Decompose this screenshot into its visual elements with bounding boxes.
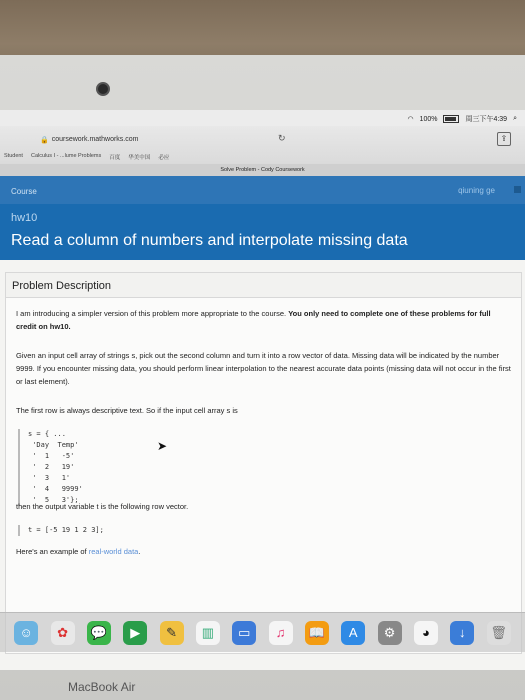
real-world-text: Here's an example of — [16, 547, 89, 556]
device-label: MacBook Air — [68, 680, 136, 694]
keynote-icon[interactable]: ▭ — [232, 621, 256, 645]
wifi-icon[interactable]: ◠ — [407, 116, 414, 123]
photos-icon[interactable]: ✿ — [51, 621, 75, 645]
search-icon[interactable]: ⌕ — [513, 115, 517, 122]
notes-icon[interactable]: ✎ — [160, 621, 184, 645]
real-world-end: . — [138, 547, 141, 556]
bookmark-item[interactable]: 华美中国 — [128, 155, 151, 161]
problem-intro-text: I am introducing a simpler version of this problem more appropriate to the course. — [16, 309, 289, 318]
bookmark-item[interactable]: Student — [4, 153, 23, 159]
qq-icon[interactable]: ◕ — [414, 621, 438, 645]
problem-heading: Problem Description — [6, 273, 521, 298]
downloads-icon[interactable]: ↓ — [450, 621, 474, 645]
finder-icon[interactable]: ☺ — [14, 621, 38, 645]
ibooks-icon[interactable]: 📖 — [305, 621, 329, 645]
user-menu[interactable]: qiuning ge — [458, 186, 495, 195]
assignment-banner — [0, 204, 525, 260]
lock-icon: 🔒 — [40, 136, 49, 144]
dock — [0, 612, 525, 652]
messages-icon[interactable]: 💬 — [87, 621, 111, 645]
problem-statement: Given an input cell array of strings s, pick out the second column and turn it into a row vector of data. Missing data will be indicated by the number 9999. If you encounter missing data, you should perform linear interpolation to the nearest accurate data points (missing data will not occur in the first or last element). — [16, 351, 511, 386]
itunes-icon[interactable]: ♫ — [269, 621, 293, 645]
problem-output-intro: then the output variable t is the following row vector. — [16, 502, 189, 511]
assignment-link[interactable]: hw10 — [11, 212, 38, 224]
bookmarks-bar — [0, 153, 525, 163]
course-link[interactable]: Course — [11, 187, 37, 196]
camera-icon — [96, 82, 110, 96]
problem-intro — [16, 307, 511, 333]
address-bar-url: coursework.mathworks.com — [51, 136, 139, 143]
code-block-input: s = { ... 'Day Temp' ' 1 -5' ' 2 19' ' 3 1' ' 4 9999' ' 5 3'}; — [18, 429, 83, 506]
battery-percent: 100% — [419, 115, 438, 123]
system-preferences-icon[interactable]: ⚙ — [378, 621, 402, 645]
reload-icon[interactable]: ↻ — [278, 133, 286, 143]
bookmark-item[interactable]: Calculus I - ...lume Problems — [30, 153, 102, 159]
bookmark-item[interactable]: 百度 — [109, 155, 121, 161]
address-bar[interactable] — [40, 133, 290, 146]
share-icon[interactable]: ⇪ — [497, 132, 511, 146]
numbers-icon[interactable]: ▥ — [196, 621, 220, 645]
trash-icon[interactable]: 🗑 — [487, 621, 511, 645]
menubar-clock[interactable]: 周三下午4:39 — [465, 116, 508, 123]
menubar — [0, 110, 525, 127]
tab-active[interactable]: Solve Problem - Cody Coursework — [0, 164, 525, 176]
course-bar — [0, 176, 525, 204]
app-store-icon[interactable]: A — [341, 621, 365, 645]
calendar-icon[interactable] — [514, 186, 521, 193]
facetime-icon[interactable]: ▶ — [123, 621, 147, 645]
screen — [0, 110, 525, 670]
code-block-output: t = [-5 19 1 2 3]; — [18, 525, 104, 536]
bookmark-item[interactable]: 必应 — [158, 155, 170, 161]
problem-example-intro: The first row is always descriptive text. So if the input cell array s is — [16, 406, 238, 415]
mouse-cursor-icon: ➤ — [157, 439, 168, 453]
battery-icon[interactable] — [443, 115, 459, 123]
real-world-example — [16, 545, 511, 558]
real-world-data-link[interactable]: real-world data — [88, 547, 139, 556]
problem-panel — [5, 272, 522, 654]
problem-intro-emphasis: You only need to complete one of these problems for full credit on hw10. — [16, 309, 491, 331]
browser-toolbar — [0, 126, 525, 177]
page-title: Read a column of numbers and interpolate missing data — [11, 232, 408, 249]
